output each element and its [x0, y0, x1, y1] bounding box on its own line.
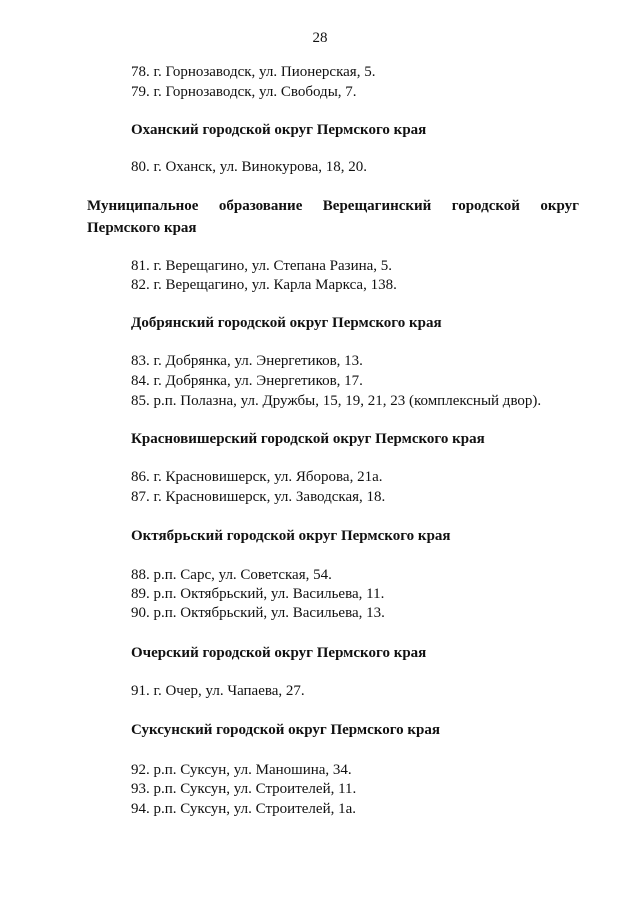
list-item: 82. г. Верещагино, ул. Карла Маркса, 138.: [131, 277, 397, 293]
section-heading-suksunsky: Суксунский городской округ Пермского края: [131, 722, 440, 738]
list-item: 86. г. Красновишерск, ул. Яборова, 21а.: [131, 469, 383, 485]
list-item: 87. г. Красновишерск, ул. Заводская, 18.: [131, 489, 386, 505]
list-item: 88. р.п. Сарс, ул. Советская, 54.: [131, 567, 332, 583]
list-item: 90. р.п. Октябрьский, ул. Васильева, 13.: [131, 605, 385, 621]
section-heading-okhansky: Оханский городской округ Пермского края: [131, 122, 427, 138]
list-item: 93. р.п. Суксун, ул. Строителей, 11.: [131, 781, 357, 797]
list-item: 91. г. Очер, ул. Чапаева, 27.: [131, 683, 305, 699]
section-heading-vereshchaginsky: Муниципальное образование Верещагинский городской округ Пермского края: [87, 198, 579, 236]
section-heading-oktyabrsky: Октябрьский городской округ Пермского края: [131, 528, 451, 544]
list-item: 83. г. Добрянка, ул. Энергетиков, 13.: [131, 353, 363, 369]
list-item: 79. г. Горнозаводск, ул. Свободы, 7.: [131, 84, 357, 100]
section-heading-dobryansky: Добрянский городской округ Пермского края: [131, 315, 442, 331]
list-item: 78. г. Горнозаводск, ул. Пионерская, 5.: [131, 64, 376, 80]
list-item: 94. р.п. Суксун, ул. Строителей, 1а.: [131, 801, 356, 817]
section-heading-krasnovishersky: Красновишерский городской округ Пермского края: [131, 431, 485, 447]
list-item: 84. г. Добрянка, ул. Энергетиков, 17.: [131, 373, 363, 389]
list-item: 92. р.п. Суксун, ул. Маношина, 34.: [131, 762, 352, 778]
page-number: 28: [312, 30, 328, 46]
list-item: 80. г. Оханск, ул. Винокурова, 18, 20.: [131, 159, 367, 175]
section-heading-ochersky: Очерский городской округ Пермского края: [131, 645, 427, 661]
list-item: 89. р.п. Октябрьский, ул. Васильева, 11.: [131, 586, 385, 602]
list-item: 81. г. Верещагино, ул. Степана Разина, 5.: [131, 258, 393, 274]
list-item: 85. р.п. Полазна, ул. Дружбы, 15, 19, 21, 23 (комплексный двор).: [131, 393, 542, 409]
